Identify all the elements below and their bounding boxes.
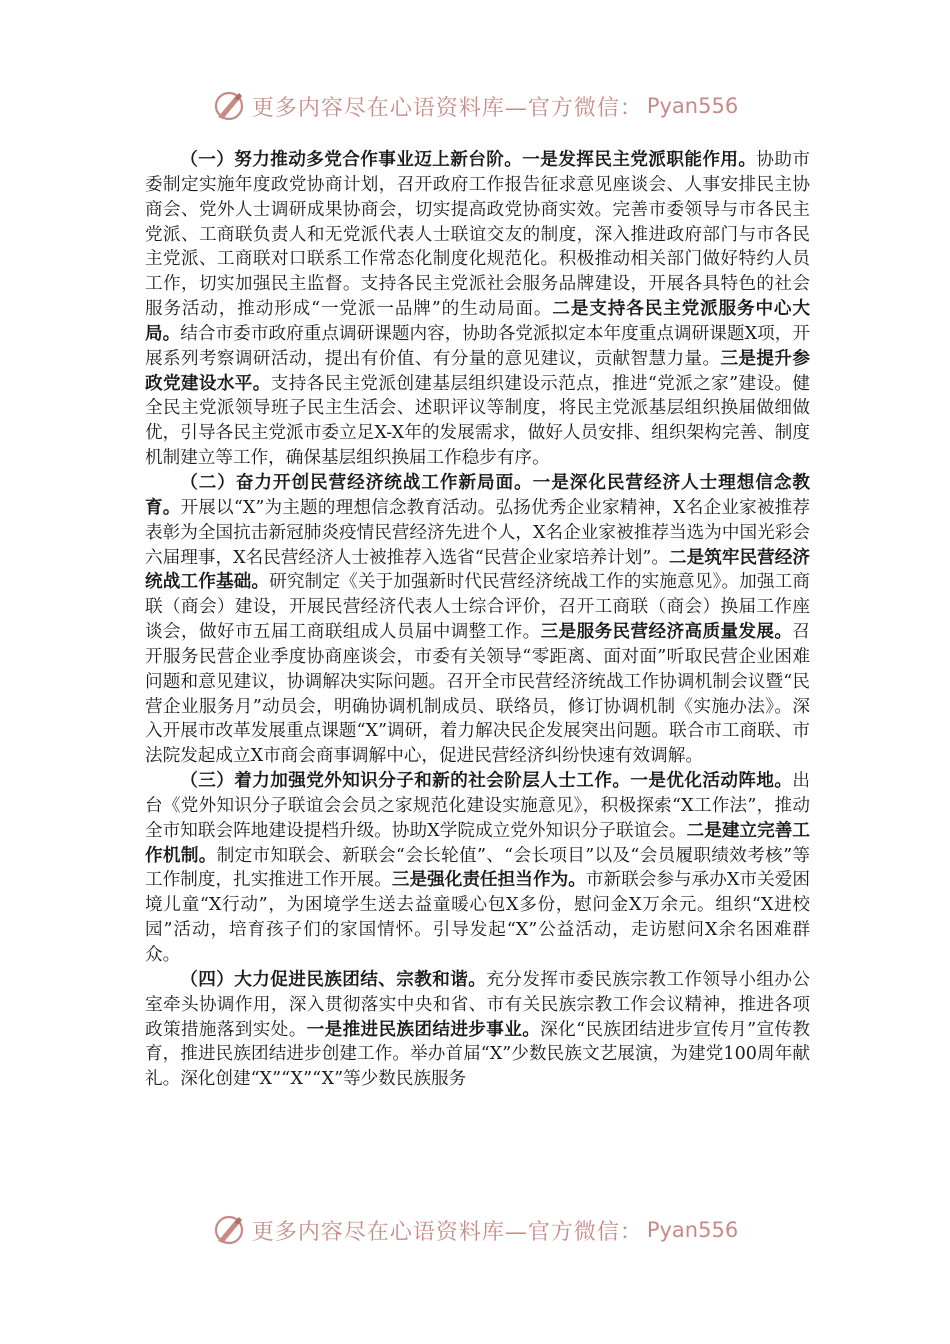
pen-nib-circle-icon (212, 1213, 246, 1247)
section-heading: （三）着力加强党外知识分子和新的社会阶层人士工作。一是优化活动阵地。 (180, 770, 793, 792)
watermark-footer (0, 1210, 950, 1250)
watermark-wechat-id: Pyan556 (646, 1218, 739, 1242)
paragraph-text: 支持各民主党派创建基层组织建设示范点，推进“党派之家”建设。健全民主党派领导班子民主生活会、述职评议等制度，将民主党派基层组织换届做细做优，引导各民主党派市委立足X-X年的发展需求，做好人员安排、组织架构完善、制度机制建立等工作，确保基层组织换届工作稳步有序。 (145, 373, 810, 469)
section-heading: （四）大力促进民族团结、宗教和谐。 (180, 968, 487, 990)
section-heading: （二）奋力开创民营经济统战工作新局面。一是深化民营经济人士理想信念教育。 (145, 471, 810, 518)
paragraph-text: 制定市知联会、新联会“会长轮值”、“会长项目”以及“会员履职绩效考核”等工作制度，扎实推进工作开展。 (145, 845, 810, 891)
watermark-header (0, 86, 950, 126)
pen-nib-circle-icon (212, 89, 246, 123)
paragraph-2 (145, 471, 810, 769)
bold-point: 三是强化责任担当作为。 (391, 869, 586, 891)
watermark-wechat-id: Pyan556 (646, 94, 739, 118)
watermark-text: 更多内容尽在心语资料库—官方微信： (251, 95, 643, 121)
bold-point: 三是提升参政党建设水平。 (145, 347, 810, 394)
bold-point: 二是筑牢民营经济统战工作基础。 (145, 546, 810, 593)
paragraph-text: 市新联会参与承办X市关爱困境儿童“X行动”，为困境学生送去益童暖心包X多份，慰问金X万余元。组织“X进校园”活动，培育孩子们的家国情怀。引导发起“X”公益活动，走访慰问X余名困难群众。 (145, 870, 810, 965)
document-body (145, 148, 810, 1092)
paragraph-text: 充分发挥市委民族宗教工作领导小组办公室牵头协调作用，深入贯彻落实中央和省、市有关民族宗教工作会议精神，推进各项政策措施落到实处。 (145, 969, 810, 1040)
paragraph-3 (145, 769, 810, 968)
paragraph-text: 协助市委制定实施年度政党协商计划，召开政府工作报告征求意见座谈会、人事安排民主协商会、党外人士调研成果协商会，切实提高政党协商实效。完善市委领导与市各民主党派、工商联负责人和无党派代表人士联谊交友的制度，深入推进政府部门与市各民主党派、工商联对口联系工作常态化制度化规范化。积极推动相关部门做好特约人员工作，切实加强民主监督。支持各民主党派社会服务品牌建设，开展各具特色的社会服务活动，推动形成“一党派一品牌”的生动局面。 (145, 150, 810, 320)
paragraph-text: 开展以“X”为主题的理想信念教育活动。弘扬优秀企业家精神，X名企业家被推荐表彰为全国抗击新冠肺炎疫情民营经济先进个人，X名企业家被推荐当选为中国光彩会六届理事，X名民营经济人士被推荐入选省“民营企业家培养计划”。 (145, 497, 810, 568)
section-heading: （一）努力推动多党合作事业迈上新台阶。一是发挥民主党派职能作用。 (180, 149, 757, 170)
paragraph-text: 结合市委市政府重点调研课题内容，协助各党派拟定本年度重点调研课题X项，开展系列考察调研活动，提出有价值、有分量的意见建议，贡献智慧力量。 (145, 323, 810, 369)
paragraph-4 (145, 968, 810, 1092)
paragraph-text: 深化“民族团结进步宣传月”宣传教育，推进民族团结进步创建工作。举办首届“X”少数民族文艺展演，为建党100周年献礼。深化创建“X”“X”“X”等少数民族服务 (145, 1019, 810, 1090)
paragraph-1 (145, 148, 810, 471)
bold-point: 二是支持各民主党派服务中心大局。 (145, 298, 810, 344)
watermark-text: 更多内容尽在心语资料库—官方微信： (251, 1219, 643, 1245)
paragraph-text: 召开服务民营企业季度协商座谈会，市委有关领导“零距离、面对面”听取民营企业困难问题和意见建议，协调解决实际问题。召开全市民营经济统战工作协调机制会议暨“民营企业服务月”动员会，明确协调机制成员、联络员，修订协调机制《实施办法》。深入开展市改革发展重点课题“X”调研，着力解决民企发展突出问题。联合市工商联、市法院发起成立X市商会商事调解中心，促进民营经济纠纷快速有效调解。 (145, 622, 810, 767)
bold-point: 三是服务民营经济高质量发展。 (540, 621, 793, 643)
bold-point: 一是推进民族团结进步事业。 (306, 1018, 541, 1040)
paragraph-text: 出台《党外知识分子联谊会会员之家规范化建设实施意见》，积极探索“X工作法”，推动全市知联会阵地建设提档升级。协助X学院成立党外知识分子联谊会。 (145, 771, 810, 841)
paragraph-text: 研究制定《关于加强新时代民营经济统战工作的实施意见》。加强工商联（商会）建设，开展民营经济代表人士综合评价，召开工商联（商会）换届工作座谈会，做好市五届工商联组成人员届中调整工作。 (145, 572, 810, 643)
bold-point: 二是建立完善工作机制。 (145, 819, 810, 866)
